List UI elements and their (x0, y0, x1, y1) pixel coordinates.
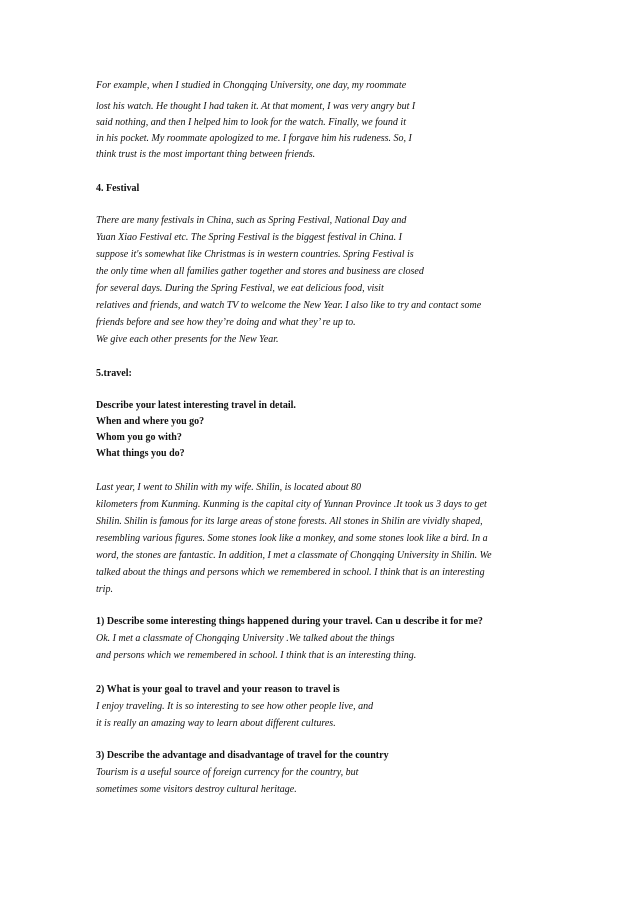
travel-question: Describe your latest interesting travel in detail. (96, 400, 296, 411)
festival-line: suppose it's somewhat like Christmas is in western countries. Spring Festival is (96, 249, 414, 260)
question-heading-3: 3) Describe the advantage and disadvantage of travel for the country (96, 750, 389, 761)
festival-line: Yuan Xiao Festival etc. The Spring Festival is the biggest festival in China. I (96, 232, 402, 243)
answer-line: it is really an amazing way to learn about different cultures. (96, 718, 336, 729)
answer-line: Ok. I met a classmate of Chongqing University .We talked about the things (96, 633, 395, 644)
answer-line: Tourism is a useful source of foreign currency for the country, but (96, 767, 359, 778)
travel-story-line: Shilin. Shilin is famous for its large areas of stone forests. All stones in Shilin are vividly shaped, (96, 516, 483, 527)
festival-line: There are many festivals in China, such as Spring Festival, National Day and (96, 215, 407, 226)
intro-line: think trust is the most important thing between friends. (96, 149, 316, 160)
intro-line: in his pocket. My roommate apologized to me. I forgave him his rudeness. So, I (96, 133, 412, 144)
festival-line: relatives and friends, and watch TV to welcome the New Year. I also like to try and contact some (96, 300, 482, 311)
intro-line: lost his watch. He thought I had taken it. At that moment, I was very angry but I (96, 101, 416, 112)
travel-story-line: resembling various figures. Some stones look like a monkey, and some stones look like a bird. In a (96, 533, 488, 544)
festival-line: the only time when all families gather together and stores and business are closed (96, 266, 424, 277)
intro-line: For example, when I studied in Chongqing University, one day, my roommate (96, 80, 407, 91)
intro-line: said nothing, and then I helped him to look for the watch. Finally, we found it (96, 117, 406, 128)
festival-line: friends before and see how they’re doing and what they’ re up to. (96, 317, 356, 328)
answer-line: I enjoy traveling. It is so interesting to see how other people live, and (96, 701, 374, 712)
question-heading-2: 2) What is your goal to travel and your reason to travel is (96, 684, 340, 695)
travel-story-line: trip. (96, 584, 113, 595)
travel-story-line: word, the stones are fantastic. In addition, I met a classmate of Chongqing University in Shilin. We (96, 550, 492, 561)
festival-line: for several days. During the Spring Festival, we eat delicious food, visit (96, 283, 384, 294)
travel-question: Whom you go with? (96, 432, 182, 443)
question-heading-1: 1) Describe some interesting things happened during your travel. Can u describe it for me? (96, 616, 483, 627)
travel-story-line: Last year, I went to Shilin with my wife. Shilin, is located about 80 (96, 482, 361, 493)
travel-story-line: kilometers from Kunming. Kunming is the capital city of Yunnan Province .It took us 3 days to get (96, 499, 487, 510)
section-heading-festival: 4. Festival (96, 183, 140, 194)
answer-line: sometimes some visitors destroy cultural heritage. (96, 784, 297, 795)
festival-line: We give each other presents for the New Year. (96, 334, 279, 345)
answer-line: and persons which we remembered in school. I think that is an interesting thing. (96, 650, 417, 661)
travel-story-line: talked about the things and persons which we remembered in school. I think that is an interesting (96, 567, 485, 578)
section-heading-travel: 5.travel: (96, 368, 132, 379)
travel-question: When and where you go? (96, 416, 205, 427)
travel-question: What things you do? (96, 448, 185, 459)
